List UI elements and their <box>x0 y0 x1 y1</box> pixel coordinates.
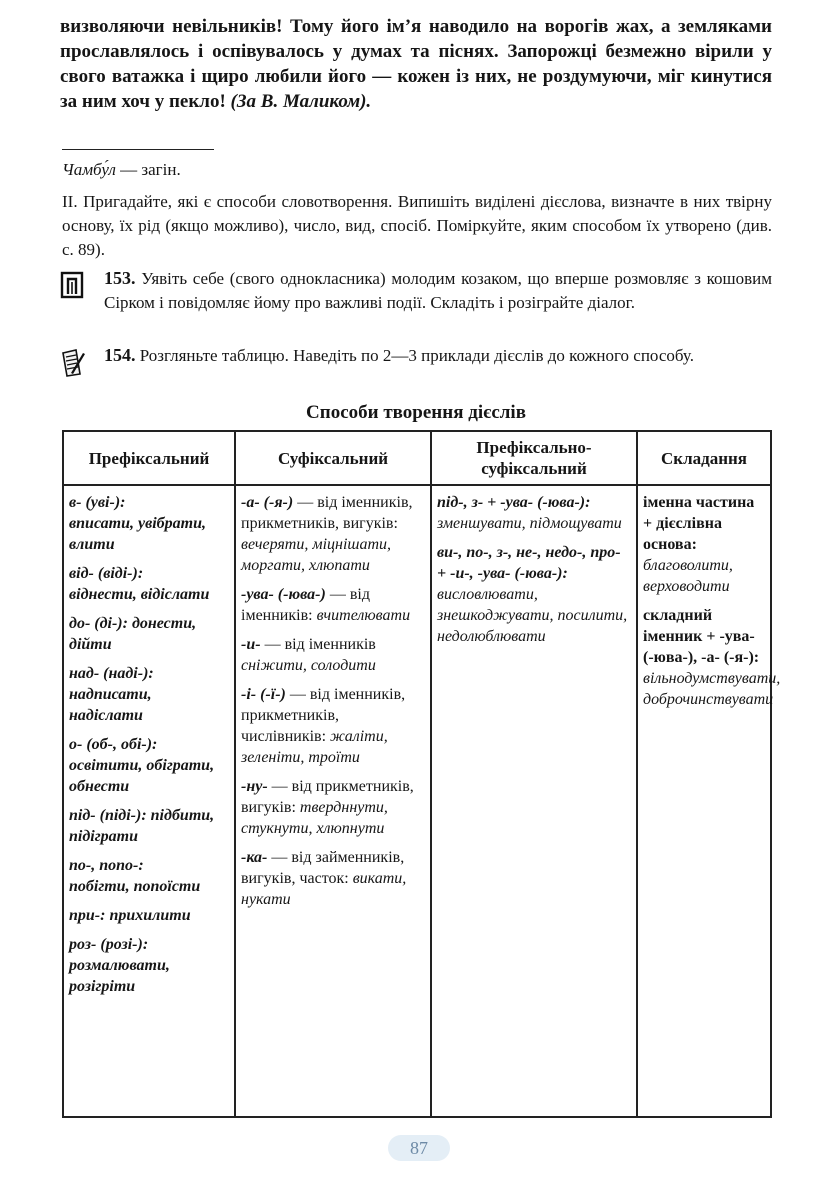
table-header-row <box>63 431 771 485</box>
morpheme: до- (ді-): <box>69 615 128 632</box>
suffix-entry <box>241 847 425 910</box>
description: — від іменників: <box>241 586 370 624</box>
examples: розмалювати, розігріти <box>69 957 170 995</box>
morpheme: роз- (розі-): <box>69 936 149 953</box>
morpheme: під-, з- + -ува- (-юва-): <box>437 494 591 511</box>
examples: жаліти, зеленіти, троїти <box>241 728 388 766</box>
examples: побігти, попоїсти <box>69 878 201 895</box>
exercise-153-text <box>104 266 772 315</box>
exercise-154-text <box>104 343 772 368</box>
morpheme: -ну- <box>241 778 268 795</box>
header-suffix: Суфіксальний <box>235 431 431 485</box>
task-2: II. Пригадайте, які є способи словотворення. Випишіть виділені дієслова, визначте в них твірну основу, їх рід (якщо можливо), число, вид, спосіб. Поміркуйте, яким способом їх утворено (див. с. 89). <box>62 192 772 259</box>
description: — від іменників, прикметників, вигуків: <box>241 494 413 532</box>
morpheme: при-: <box>69 907 106 924</box>
morpheme: іменна частина + дієслівна основа: <box>643 494 755 553</box>
morpheme: -ува- (-юва-) <box>241 586 326 603</box>
intro-paragraph <box>60 14 772 114</box>
description: — від іменників <box>260 636 376 653</box>
header-prefix-suffix: Префіксально-суфіксальний <box>431 431 637 485</box>
morpheme: -а- (-я-) <box>241 494 294 511</box>
exercise-154-number: 154. <box>104 345 136 365</box>
exercise-153-body: Уявіть себе (свого однокласника) молодим козаком, що вперше розмовляє з кошовим Сірком і повідомляє йому про важливі події. Складіть і розіграйте діалог. <box>104 269 772 312</box>
suffix-column <box>235 485 431 1117</box>
verb-formation-table <box>62 430 781 1118</box>
intro-text: визволяючи невільників! Тому його ім’я наводило на ворогів жах, а земляками прославлялось і оспівувалось у думах та піснях. Запорожці безмежно вірили у свого ватажка і щиро любили його — кожен із них, не роздумуючи, міг кинутися за ним хоч у пекло! <box>60 16 772 112</box>
table-row <box>63 485 771 1117</box>
prefix-entry <box>69 934 229 997</box>
morpheme: о- (об-, обі-): <box>69 736 158 753</box>
prefix-suffix-column <box>431 485 637 1117</box>
examples: викати, нукати <box>241 870 407 908</box>
examples: віднести, відіслати <box>69 586 210 603</box>
prefix-column <box>63 485 235 1117</box>
prefix-entry <box>69 855 229 897</box>
compounding-entry <box>643 492 765 597</box>
examples: вільнодумствувати, доброчинствувати <box>643 670 781 708</box>
prefix-suffix-entry <box>437 542 631 647</box>
examples: зменшувати, підмощувати <box>437 515 622 532</box>
morpheme: -ка- <box>241 849 268 866</box>
description: — від іменників, прикметників, числівників: <box>241 686 406 745</box>
prefix-entry <box>69 734 229 797</box>
examples: сніжити, солодити <box>241 657 376 674</box>
morpheme: над- (наді-): <box>69 665 154 682</box>
description: — від прикметників, вигуків: <box>241 778 414 816</box>
morpheme: ви-, по-, з-, не-, недо-, про- + -и-, -ува- (-юва-): <box>437 544 621 582</box>
morpheme: складний іменник + -ува- (-юва-), -а- (-я-): <box>643 607 760 666</box>
morpheme: під- (піді-): <box>69 807 147 824</box>
dialogue-icon <box>60 270 86 300</box>
examples: прихилити <box>109 907 191 924</box>
morpheme: по-, попо-: <box>69 857 144 874</box>
examples: підбити, підіграти <box>69 807 215 845</box>
morpheme: -и- <box>241 636 261 653</box>
exercise-153-number: 153. <box>104 268 136 288</box>
examples: освітити, обіграти, обнести <box>69 757 215 795</box>
prefix-entry <box>69 492 229 555</box>
suffix-entry <box>241 584 425 626</box>
prefix-entry <box>69 613 229 655</box>
header-compounding: Складання <box>637 431 771 485</box>
compounding-column <box>637 485 781 1117</box>
prefix-entry <box>69 563 229 605</box>
prefix-entry <box>69 663 229 726</box>
examples: благоволити, верховодити <box>643 557 733 595</box>
examples: надписати, надіслати <box>69 686 152 724</box>
exercise-153 <box>60 266 772 315</box>
morpheme: -і- (-ї-) <box>241 686 286 703</box>
prefix-suffix-entry <box>437 492 631 534</box>
suffix-entry <box>241 492 425 576</box>
suffix-entry <box>241 634 425 676</box>
examples: вчителювати <box>316 607 411 624</box>
footnote <box>62 160 181 180</box>
exercise-154-body: Розгляньте таблицю. Наведіть по 2—3 приклади дієслів до кожного способу. <box>135 346 694 365</box>
table-title: Способи творення дієслів <box>306 402 526 423</box>
suffix-entry <box>241 684 425 768</box>
compounding-entry <box>643 605 781 710</box>
writing-icon <box>60 347 86 377</box>
examples: вписати, увібрати, влити <box>69 515 206 553</box>
prefix-entry <box>69 805 229 847</box>
morpheme: від- (віді-): <box>69 565 144 582</box>
morpheme: в- (уві-): <box>69 494 126 511</box>
page-number: 87 <box>388 1135 450 1161</box>
examples: вечеряти, міцнішати, моргати, хлюпати <box>241 536 392 574</box>
suffix-entry <box>241 776 425 839</box>
examples: висловлювати, знешкоджувати, посилити, недолюблювати <box>437 586 628 645</box>
footnote-word: Чамбу́л <box>62 160 116 179</box>
examples: донести, дійти <box>69 615 197 653</box>
footnote-divider <box>62 149 214 150</box>
examples: твердннути, стукнути, хлюпнути <box>241 799 388 837</box>
intro-source: (За В. Маликом). <box>230 91 372 112</box>
header-prefix: Префіксальний <box>63 431 235 485</box>
prefix-entry <box>69 905 229 926</box>
footnote-definition: — загін. <box>115 160 181 179</box>
description: — від займенників, вигуків, часток: <box>241 849 405 887</box>
exercise-154 <box>60 343 772 368</box>
